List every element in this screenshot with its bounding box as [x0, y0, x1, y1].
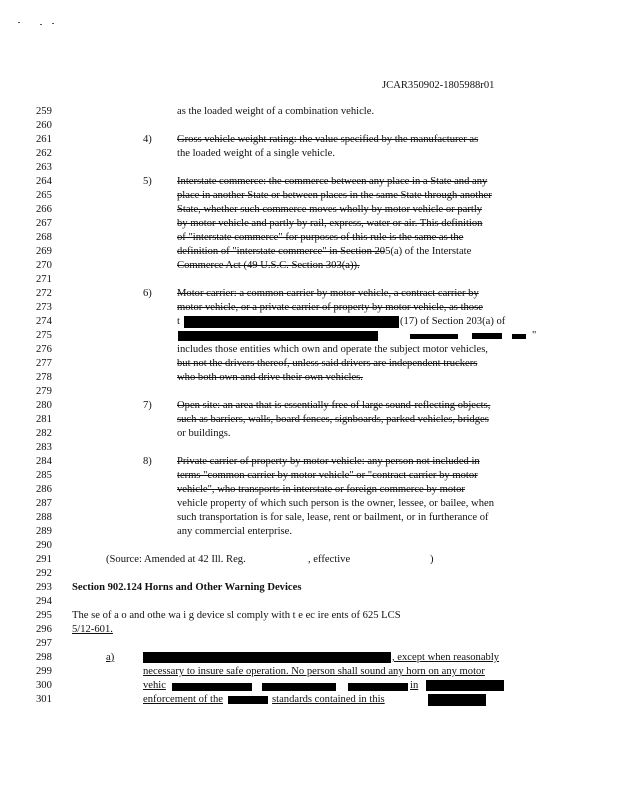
struck-text: definition of "interstate commerce" in Section 20 [177, 246, 386, 257]
body-line: any commercial enterprise. [177, 526, 293, 537]
item-number: a) [106, 652, 115, 663]
document-id-header: JCAR350902-1805988r01 [382, 80, 495, 91]
line-number: 291 [36, 554, 52, 565]
line-number: 276 [36, 344, 52, 355]
body-line: in [410, 680, 419, 691]
body-line: the loaded weight of a single vehicle. [177, 148, 335, 159]
line-number: 268 [36, 232, 52, 243]
line-number: 286 [36, 484, 52, 495]
struck-line: but not the drivers thereof, unless said drivers are independent truckers [177, 358, 478, 369]
redaction-block [512, 334, 526, 339]
line-number: 270 [36, 260, 52, 271]
body-line: includes those entities which own and operate the subject motor vehicles, [177, 344, 488, 355]
scan-speck [18, 22, 20, 23]
struck-line: Commerce Act (49 U.S.C. Section 303(a)). [177, 260, 360, 271]
line-number: 292 [36, 568, 52, 579]
line-number: 277 [36, 358, 52, 369]
line-number: 269 [36, 246, 52, 257]
line-number: 264 [36, 176, 52, 187]
struck-line: Private carrier of property by motor vehicle: any person not included in [177, 456, 480, 467]
line-number: 297 [36, 638, 52, 649]
line-number: 301 [36, 694, 52, 705]
redaction-block [472, 333, 502, 339]
body-line: 5/12-601. [72, 624, 113, 635]
line-number: 281 [36, 414, 52, 425]
redaction-block [143, 652, 391, 663]
body-line: standards contained in this [272, 694, 385, 705]
scan-speck [40, 24, 42, 25]
redaction-block [228, 696, 268, 704]
line-number: 279 [36, 386, 52, 397]
body-line: vehicle property of which such person is the owner, lessee, or bailee, when [177, 498, 494, 509]
item-number: 8) [143, 456, 152, 467]
line-number: 296 [36, 624, 52, 635]
line-number: 294 [36, 596, 52, 607]
line-number: 300 [36, 680, 52, 691]
line-number: 274 [36, 316, 52, 327]
line-number: 282 [36, 428, 52, 439]
body-line [177, 246, 471, 257]
body-line: necessary to insure safe operation. No person shall sound any horn on any motor [143, 666, 485, 677]
line-number: 265 [36, 190, 52, 201]
body-line: vehic [143, 680, 166, 691]
body-line: as the loaded weight of a combination vehicle. [177, 106, 375, 117]
struck-line: of "interstate commerce" for purposes of this rule is the same as the [177, 232, 464, 243]
redaction-block [172, 683, 252, 691]
body-line: The se of a o and othe wa i g device sl comply with t e ec ire ents of 625 LCS [72, 610, 401, 621]
line-number: 271 [36, 274, 52, 285]
body-line: such transportation is for sale, lease, rent or bailment, or in furtherance of [177, 512, 489, 523]
line-number: 260 [36, 120, 52, 131]
line-number: 293 [36, 582, 52, 593]
source-note: ) [430, 554, 434, 565]
redaction-block [178, 331, 378, 341]
scan-speck [52, 23, 54, 24]
source-note: (Source: Amended at 42 Ill. Reg. [106, 554, 246, 565]
line-number: 266 [36, 204, 52, 215]
redaction-block [348, 683, 408, 691]
line-number: 261 [36, 134, 52, 145]
line-number: 273 [36, 302, 52, 313]
line-number: 262 [36, 148, 52, 159]
redaction-block [426, 680, 504, 691]
struck-line: terms "common carrier by motor vehicle" or "contract carrier by motor [177, 470, 478, 481]
line-number: 263 [36, 162, 52, 173]
struck-line: motor vehicle, or a private carrier of property by motor vehicle, as those [177, 302, 483, 313]
body-line: , except when reasonably [392, 652, 500, 663]
redaction-block [262, 683, 336, 691]
line-number: 287 [36, 498, 52, 509]
section-heading: Section 902.124 Horns and Other Warning Devices [72, 582, 302, 593]
struck-line: Gross vehicle weight rating: the value specified by the manufacturer as [177, 134, 479, 145]
redaction-block [184, 316, 399, 328]
line-number: 289 [36, 526, 52, 537]
line-number: 283 [36, 442, 52, 453]
struck-line: by motor vehicle and partly by rail, express, water or air. This definition [177, 218, 483, 229]
line-number: 278 [36, 372, 52, 383]
struck-line: who both own and drive their own vehicles. [177, 372, 363, 383]
line-number: 295 [36, 610, 52, 621]
struck-line: such as barriers, walls, board fences, signboards, parked vehicles, bridges [177, 414, 489, 425]
struck-line: Interstate commerce: the commerce between any place in a State and any [177, 176, 488, 187]
line-number: 288 [36, 512, 52, 523]
line-number: 284 [36, 456, 52, 467]
item-number: 7) [143, 400, 152, 411]
line-number: 267 [36, 218, 52, 229]
line-number: 299 [36, 666, 52, 677]
plain-text: 5(a) of the Interstate [385, 246, 472, 257]
line-number: 280 [36, 400, 52, 411]
line-number: 272 [36, 288, 52, 299]
struck-line: place in another State or between places in the same State through another [177, 190, 492, 201]
redaction-block [410, 334, 458, 339]
body-line: or buildings. [177, 428, 231, 439]
struck-line: Motor carrier: a common carrier by motor vehicle, a contract carrier by [177, 288, 479, 299]
line-number: 275 [36, 330, 52, 341]
line-number: 298 [36, 652, 52, 663]
source-note: , effective [308, 554, 351, 565]
item-number: 5) [143, 176, 152, 187]
item-number: 6) [143, 288, 152, 299]
body-line: " [532, 330, 537, 341]
body-line: enforcement of the [143, 694, 224, 705]
redaction-block [428, 694, 486, 706]
struck-line: Open site: an area that is essentially free of large sound-reflecting objects, [177, 400, 491, 411]
line-number: 285 [36, 470, 52, 481]
line-number: 259 [36, 106, 52, 117]
line-number: 290 [36, 540, 52, 551]
struck-line: vehicle", who transports in interstate or foreign commerce by motor [177, 484, 465, 495]
body-line: t [177, 316, 180, 327]
item-number: 4) [143, 134, 152, 145]
struck-line: State, whether such commerce moves wholly by motor vehicle or partly [177, 204, 483, 215]
body-line: (17) of Section 203(a) of [400, 316, 506, 327]
